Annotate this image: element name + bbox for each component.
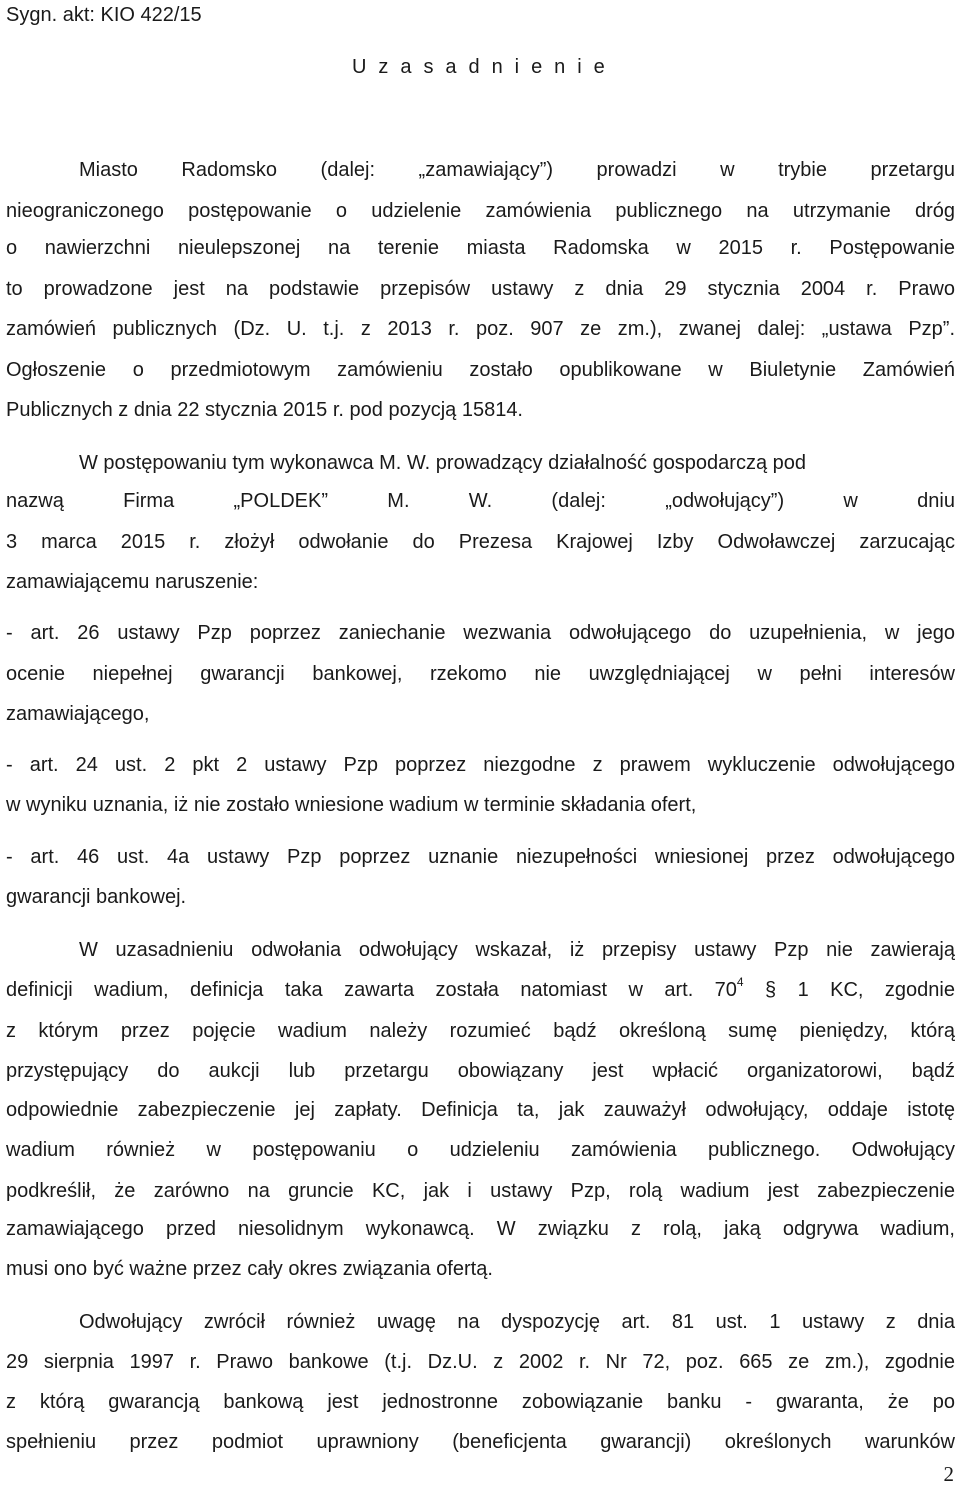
paragraph-line: W uzasadnieniu odwołania odwołujący wskazał, iż przepisy ustawy Pzp nie zawierają — [79, 939, 955, 961]
paragraph-line: zamawiającego przed niesolidnym wykonawcą. W związku z rolą, jaką odgrywa wadium, — [6, 1218, 955, 1240]
paragraph-line: Ogłoszenie o przedmiotowym zamówieniu zostało opublikowane w Biuletynie Zamówień — [6, 359, 955, 381]
list-item-line: ocenie niepełnej gwarancji bankowej, rzekomo nie uwzględniającej w pełni interesów — [6, 663, 955, 685]
paragraph-line: przystępujący do aukcji lub przetargu obowiązany jest wpłacić organizatorowi, bądź — [6, 1060, 955, 1082]
page-number: 2 — [943, 1462, 954, 1486]
paragraph-line: Odwołujący zwrócił również uwagę na dyspozycję art. 81 ust. 1 ustawy z dnia — [79, 1311, 955, 1333]
paragraph-text: definicji wadium, definicja taka zawarta została natomiast w art. 70 — [6, 979, 737, 1001]
paragraph-line: z którym przez pojęcie wadium należy rozumieć bądź określoną sumę pieniędzy, którą — [6, 1020, 955, 1042]
paragraph-line: to prowadzone jest na podstawie przepisów ustawy z dnia 29 stycznia 2004 r. Prawo — [6, 278, 955, 300]
paragraph-line: W postępowaniu tym wykonawca M. W. prowadzący działalność gospodarczą pod — [79, 452, 807, 474]
paragraph-line: Miasto Radomsko (dalej: „zamawiający”) prowadzi w trybie przetargu — [79, 159, 955, 181]
paragraph-line: zamówień publicznych (Dz. U. t.j. z 2013 r. poz. 907 ze zm.), zwanej dalej: „ustawa Pzp”. — [6, 318, 955, 340]
list-item-line: zamawiającego, — [6, 703, 150, 725]
paragraph-line — [6, 977, 955, 1003]
paragraph-line: 29 sierpnia 1997 r. Prawo bankowe (t.j. Dz.U. z 2002 r. Nr 72, poz. 665 ze zm.), zgodnie — [6, 1351, 955, 1373]
list-item-line: - art. 24 ust. 2 pkt 2 ustawy Pzp poprzez niezgodne z prawem wykluczenie odwołującego — [6, 754, 955, 776]
paragraph-line: nazwą Firma „POLDEK” M. W. (dalej: „odwołujący”) w dniu — [6, 490, 955, 512]
paragraph-line: musi ono być ważne przez cały okres związania ofertą. — [6, 1258, 493, 1280]
paragraph-line: nieograniczonego postępowanie o udzielenie zamówienia publicznego na utrzymanie dróg — [6, 200, 955, 222]
superscript: 4 — [736, 975, 744, 990]
paragraph-line: spełnieniu przez podmiot uprawniony (beneficjenta gwarancji) określonych warunków — [6, 1431, 955, 1453]
paragraph-line: Publicznych z dnia 22 stycznia 2015 r. pod pozycją 15814. — [6, 399, 523, 421]
paragraph-line: podkreślił, że zarówno na gruncie KC, jak i ustawy Pzp, rolą wadium jest zabezpieczenie — [6, 1180, 955, 1202]
section-title: U z a s a d n i e n i e — [352, 56, 608, 78]
case-reference: Sygn. akt: KIO 422/15 — [6, 4, 202, 26]
list-item-line: gwarancji bankowej. — [6, 886, 187, 908]
paragraph-line: wadium również w postępowaniu o udzieleniu zamówienia publicznego. Odwołujący — [6, 1139, 955, 1161]
list-item-line: - art. 26 ustawy Pzp poprzez zaniechanie wezwania odwołującego do uzupełnienia, w jego — [6, 622, 955, 644]
list-item-line: w wyniku uznania, iż nie zostało wniesione wadium w terminie składania ofert, — [6, 794, 697, 816]
paragraph-line: odpowiednie zabezpieczenie jej zapłaty. Definicja ta, jak zauważył odwołujący, oddaje istotę — [6, 1099, 955, 1121]
paragraph-line: z którą gwarancją bankową jest jednostronne zobowiązanie banku - gwaranta, że po — [6, 1391, 955, 1413]
list-item-line: - art. 46 ust. 4a ustawy Pzp poprzez uznanie niezupełności wniesionej przez odwołującego — [6, 846, 955, 868]
paragraph-line: o nawierzchni nieulepszonej na terenie miasta Radomska w 2015 r. Postępowanie — [6, 237, 955, 259]
paragraph-text: § 1 KC, zgodnie — [765, 979, 955, 1001]
paragraph-line: zamawiającemu naruszenie: — [6, 571, 259, 593]
paragraph-line: 3 marca 2015 r. złożył odwołanie do Prezesa Krajowej Izby Odwoławczej zarzucając — [6, 531, 955, 553]
